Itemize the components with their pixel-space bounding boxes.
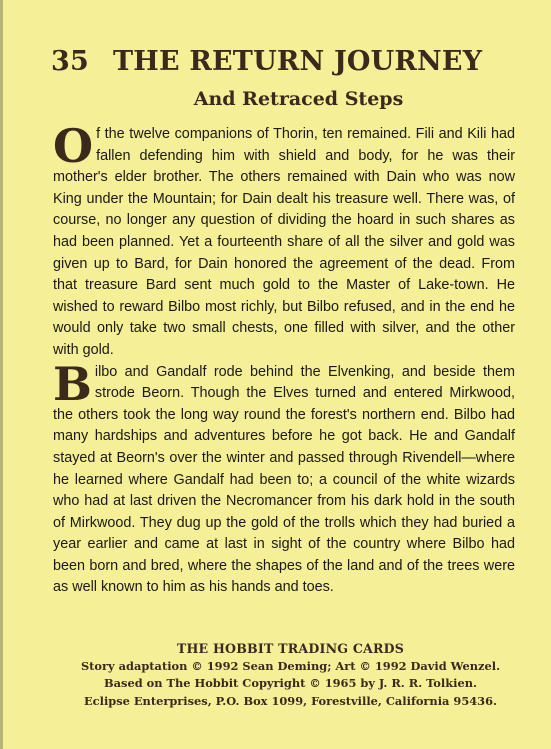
publisher-line: Eclipse Enterprises, P.O. Box 1099, Forestville, California 95436. — [84, 693, 497, 708]
card-subtitle: And Retraced Steps — [193, 88, 404, 110]
drop-cap: O — [53, 119, 94, 173]
card-heading — [51, 46, 482, 77]
copyright-line: Based on The Hobbit Copyright © 1965 by J. R. R. Tolkien. — [104, 676, 477, 690]
story-paragraph-2 — [53, 356, 515, 600]
card-title: THE RETURN JOURNEY — [113, 46, 483, 77]
paragraph-body: f the twelve companions of Thorin, ten remained. Fili and Kili had fallen defending him with shield and body, for he was their mother's elder brother. The others remained with Dain who was now King under the Mountain; for Dain dealt his treasure well. There was, of course, no longer any question of dividing the hoard in such shares as had been planned. Yet a fourteenth share of all the silver and gold was given up to Bard, for Dain honored the agreement of the dead. From that treasure Bard sent much gold to the Master of Lake-town. He wished to reward Bilbo most richly, but Bilbo refused, and in the end he would only take two small chests, one filled with silver, and the other with gold. — [53, 126, 515, 358]
story-paragraph-1 — [53, 119, 515, 362]
paragraph-body: ilbo and Gandalf rode behind the Elvenking, and beside them strode Beorn. Though the Elves turned and entered Mirkwood, the others took the long way round the forest's northern end. Bilbo had many hardships and adventures before he got back. He and Gandalf stayed at Beorn's over the winter and passed through Rivendell—where he learned where Gandalf had been to; a council of the white wizards who had at last driven the Necromancer from his dark hold in the south of Mirkwood. They dug up the gold of the trolls which they had buried a year earlier and came at last in sight of the country where Bilbo had been born and bred, where the shapes of the land and of the trees were as well known to him as his hands and toes. — [53, 363, 515, 596]
story-text — [53, 119, 515, 599]
credits-line: Story adaptation © 1992 Sean Deming; Art © 1992 David Wenzel. — [80, 658, 501, 673]
card-number: 35 — [51, 46, 89, 77]
card-footer — [3, 640, 551, 710]
drop-cap: B — [53, 356, 92, 411]
series-title: THE HOBBIT TRADING CARDS — [176, 641, 405, 656]
